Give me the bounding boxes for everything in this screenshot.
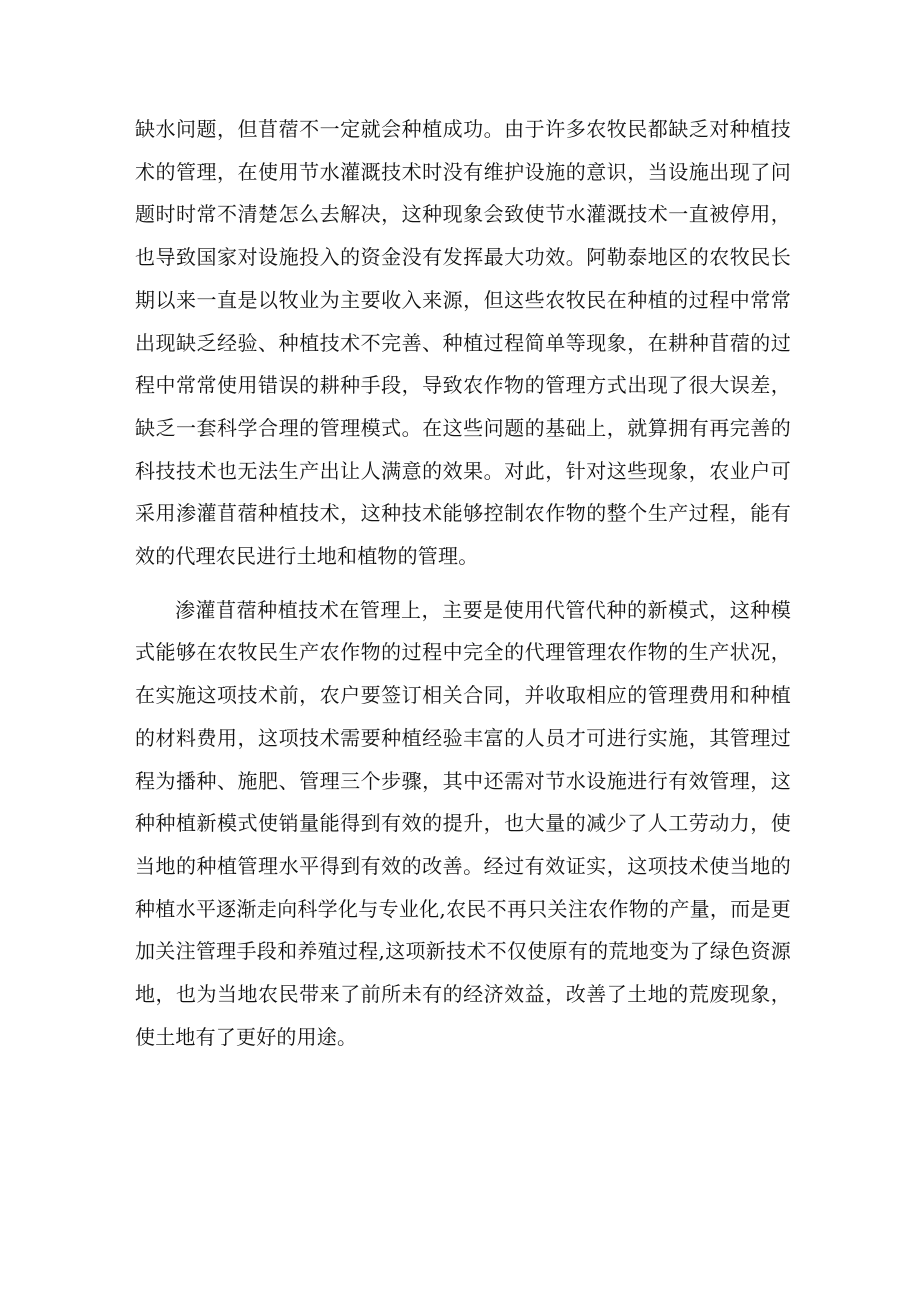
paragraph-1: 缺水问题，但苜蓿不一定就会种植成功。由于许多农牧民都缺乏对种植技术的管理，在使用节水灌溉技术时没有维护设施的意识，当设施出现了问题时时常不清楚怎么去解决，这种现象会致使节水灌溉技术一直被停用，也导致国家对设施投入的资金没有发挥最大功效。阿勒泰地区的农牧民长期以来一直是以牧业为主要收入来源，但这些农牧民在种植的过程中常常出现缺乏经验、种植技术不完善、种植过程简单等现象，在耕种苜蓿的过程中常常使用错误的耕种手段，导致农作物的管理方式出现了很大误差，缺乏一套科学合理的管理模式。在这些问题的基础上，就算拥有再完善的科技技术也无法生产出让人满意的效果。对此，针对这些现象，农业户可采用渗灌苜蓿种植技术，这种技术能够控制农作物的整个生产过程，能有效的代理农民进行土地和植物的管理。 (135, 117, 791, 569)
document-body (135, 108, 791, 1058)
paragraph-2: 渗灌苜蓿种植技术在管理上，主要是使用代管代种的新模式，这种模式能够在农牧民生产农作物的过程中完全的代理管理农作物的生产状况，在实施这项技术前，农户要签订相关合同，并收取相应的管理费用和种植的材料费用，这项技术需要种植经验丰富的人员才可进行实施，其管理过程为播种、施肥、管理三个步骤，其中还需对节水设施进行有效管理，这种种植新模式使销量能得到有效的提升，也大量的减少了人工劳动力，使当地的种植管理水平得到有效的改善。经过有效证实，这项技术使当地的种植水平逐渐走向科学化与专业化,农民不再只关注农作物的产量，而是更加关注管理手段和养殖过程,这项新技术不仅使原有的荒地变为了绿色资源地，也为当地农民带来了前所未有的经济效益，改善了土地的荒废现象，使土地有了更好的用途。 (135, 597, 791, 1049)
